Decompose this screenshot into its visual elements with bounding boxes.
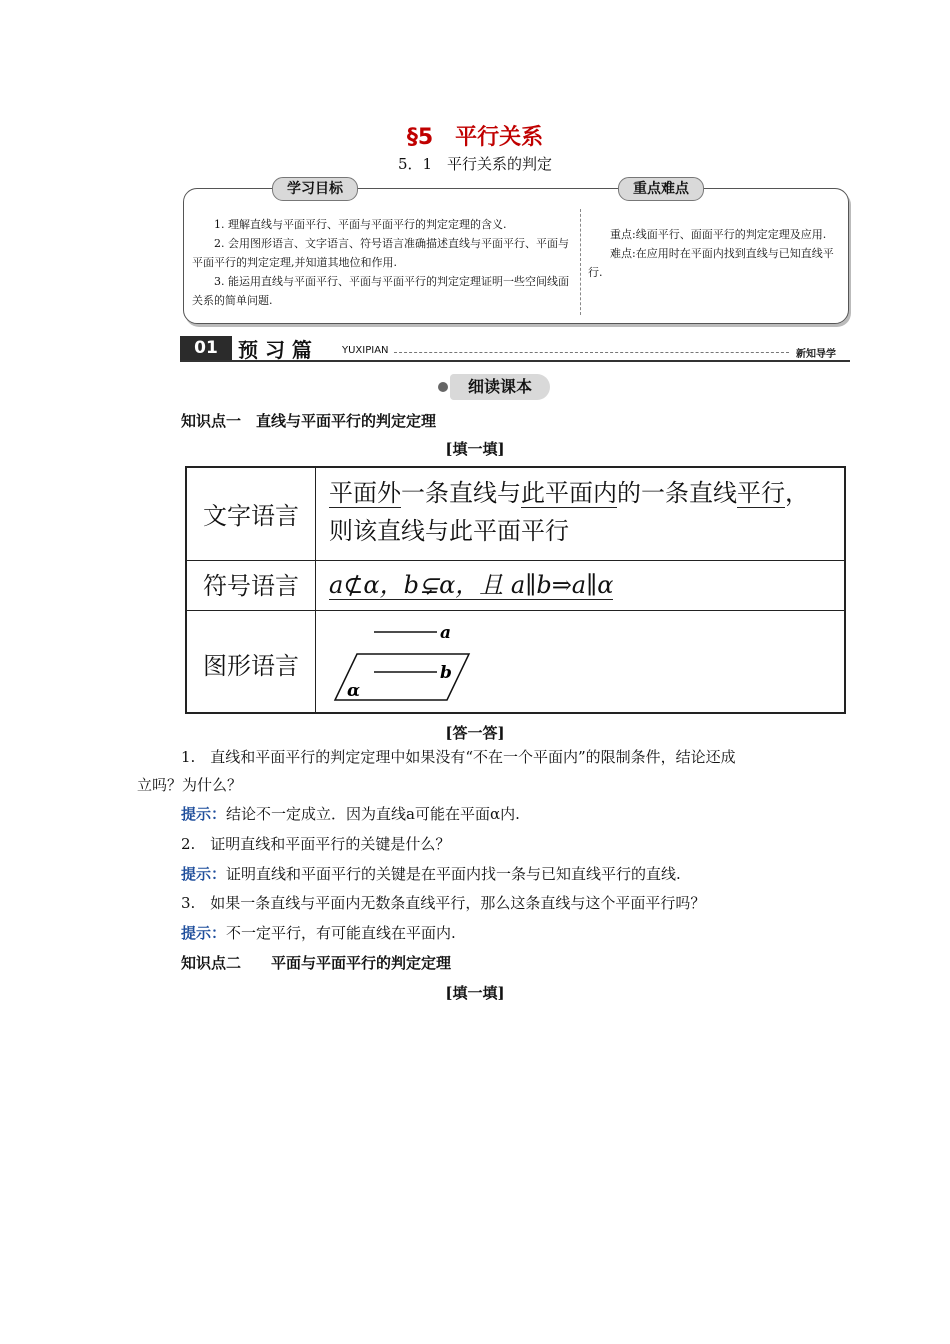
kp2-heading: 知识点二 平面与平面平行的判定定理 bbox=[181, 954, 452, 972]
keys-list bbox=[588, 225, 840, 282]
section-underline bbox=[180, 360, 850, 362]
answer-text: 证明直线和平面平行的关键是在平面内找一条与已知直线平行的直线. bbox=[226, 865, 681, 883]
key-item: 难点:在应用时在平面内找到直线与已知直线平行. bbox=[588, 247, 834, 279]
text-statement bbox=[329, 474, 809, 550]
statement-text: 一条直线与 bbox=[401, 479, 521, 507]
row-label-figure: 图形语言 bbox=[203, 652, 299, 680]
table-divider bbox=[187, 560, 844, 561]
statement-text: 则该直线与此平面平行 bbox=[329, 517, 569, 545]
table-divider bbox=[187, 610, 844, 611]
statement-text: ， bbox=[785, 479, 809, 507]
blank-answer: 平面外 bbox=[329, 479, 401, 507]
question-3: 3. 如果一条直线与平面内无数条直线平行，那么这条直线与这个平面平行吗？ bbox=[181, 894, 706, 912]
parallel-figure bbox=[329, 614, 479, 710]
page-title: §5 平行关系 bbox=[406, 125, 544, 150]
goals-box bbox=[183, 181, 849, 324]
section-subtitle: 新知导学 bbox=[796, 349, 836, 360]
row-label-symbol: 符号语言 bbox=[203, 572, 299, 600]
hint-label: 提示： bbox=[181, 865, 227, 883]
goal-item: 3. 能运用直线与平面平行、平面与平面平行的判定定理证明一些空间线面关系的简单问题. bbox=[192, 275, 569, 307]
goal-item: 2. 会用图形语言、文字语言、符号语言准确描述直线与平面平行、平面与平面平行的判定定理,并知道其地位和作用. bbox=[192, 237, 569, 269]
answer-2 bbox=[181, 860, 681, 888]
theorem-table bbox=[185, 466, 846, 714]
kp1-heading: 知识点一 直线与平面平行的判定定理 bbox=[181, 412, 437, 430]
kp2-fill: [填一填] bbox=[445, 984, 505, 1002]
goals-tab: 学习目标 bbox=[272, 177, 358, 201]
label-a: a bbox=[440, 623, 452, 643]
kp1-answer: [答一答] bbox=[445, 724, 505, 742]
hint-label: 提示： bbox=[181, 805, 227, 823]
label-b: b bbox=[440, 663, 452, 683]
answer-1 bbox=[181, 800, 520, 828]
blank-answer: 平行 bbox=[737, 479, 785, 507]
section-dash-line bbox=[394, 352, 789, 353]
answer-text: 不一定平行，有可能直线在平面内. bbox=[226, 924, 456, 942]
question-2: 2. 证明直线和平面平行的关键是什么？ bbox=[181, 835, 451, 853]
blank-answer: a⊄α，b⊊α，且 a∥b⇒a∥α bbox=[329, 571, 614, 599]
section-title: 预 习 篇 bbox=[238, 338, 312, 362]
page-subtitle: 5．1 平行关系的判定 bbox=[397, 155, 553, 173]
question-1: 1. 直线和平面平行的判定定理中如果没有“不在一个平面内”的限制条件，结论还成 bbox=[181, 748, 736, 766]
section-pinyin: YUXIPIAN bbox=[342, 345, 389, 356]
label-alpha: α bbox=[347, 681, 361, 701]
key-item: 重点:线面平行、面面平行的判定定理及应用. bbox=[610, 228, 827, 241]
row-label-text: 文字语言 bbox=[203, 502, 299, 530]
section-bar bbox=[180, 336, 850, 362]
blank-answer: 此平面内 bbox=[521, 479, 617, 507]
symbol-statement bbox=[329, 566, 613, 604]
goal-item: 1. 理解直线与平面平行、平面与平面平行的判定定理的含义. bbox=[214, 218, 507, 231]
keys-tab: 重点难点 bbox=[618, 177, 704, 201]
statement-text: 的一条直线 bbox=[617, 479, 737, 507]
bullet-icon bbox=[438, 382, 448, 392]
answer-3 bbox=[181, 919, 456, 947]
hint-label: 提示： bbox=[181, 924, 227, 942]
read-pill bbox=[438, 374, 556, 400]
goals-list bbox=[192, 215, 574, 310]
section-number: 01 bbox=[180, 336, 232, 360]
kp1-fill: [填一填] bbox=[445, 440, 505, 458]
pill-label: 细读课本 bbox=[450, 374, 550, 400]
divider bbox=[580, 209, 581, 315]
answer-text: 结论不一定成立．因为直线a可能在平面α内. bbox=[226, 805, 520, 823]
table-divider bbox=[315, 468, 316, 712]
question-1-cont: 立吗？为什么？ bbox=[137, 776, 243, 794]
